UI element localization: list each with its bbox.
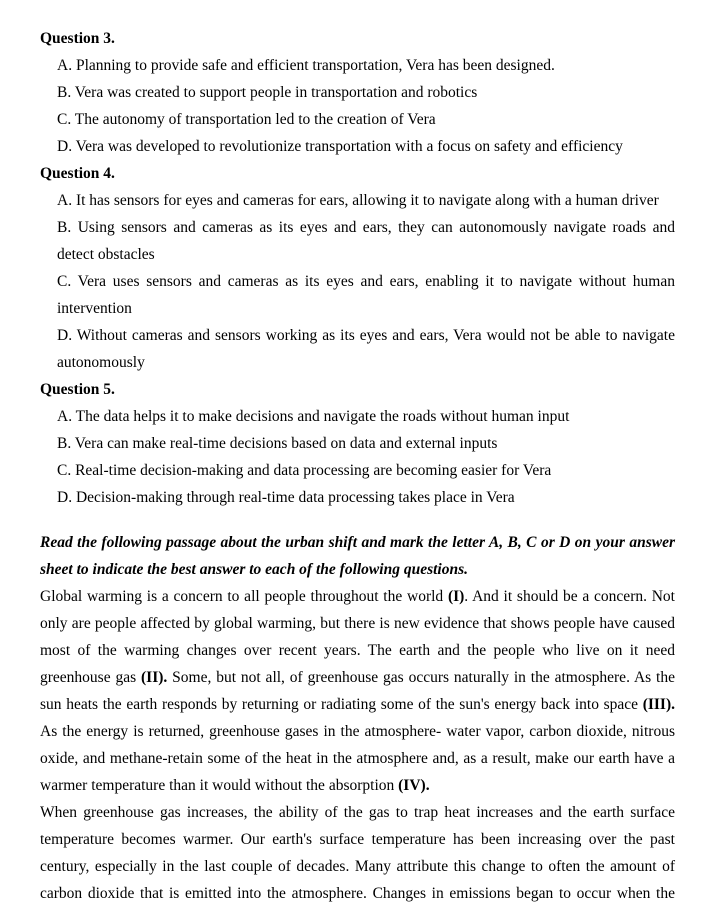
question-block-5 [40, 376, 675, 511]
question-3-option-c: C. The autonomy of transportation led to the creation of Vera [57, 111, 436, 128]
question-5-label: Question 5. [40, 381, 115, 398]
paragraph-1-text-4: As the energy is returned, greenhouse gases in the atmosphere- water vapor, carbon dioxide, nitrous oxide, and methane-retain some of the heat in the atmosphere and, as a result, make our earth have a warmer temperature than it would without the absorption [40, 723, 675, 794]
question-4-option-d: D. Without cameras and sensors working as its eyes and ears, Vera would not be able to navigate autonomously [57, 327, 675, 371]
question-4-option-b: B. Using sensors and cameras as its eyes and ears, they can autonomously navigate roads and detect obstacles [57, 219, 675, 263]
question-4-option-c: C. Vera uses sensors and cameras as its eyes and ears, enabling it to navigate without human intervention [57, 273, 675, 317]
roman-marker-3: (III). [642, 696, 675, 713]
document-content [40, 25, 675, 907]
roman-marker-4: (IV). [398, 777, 430, 794]
question-3-option-a: A. Planning to provide safe and efficient transportation, Vera has been designed. [57, 57, 555, 74]
question-4-label: Question 4. [40, 165, 115, 182]
question-5-option-b: B. Vera can make real-time decisions based on data and external inputs [57, 435, 498, 452]
passage-paragraph-2: When greenhouse gas increases, the ability of the gas to trap heat increases and the earth surface temperature becomes warmer. Our earth's surface temperature has been increasing over the past century, especially in the last couple of decades. Many attribute this change to often the amount of carbon dioxide that is emitted into the atmosphere. Changes in emissions began to occur when the [40, 804, 675, 902]
passage-instruction: Read the following passage about the urban shift and mark the letter A, B, C or D on your answer sheet to indicate the best answer to each of the following questions. [40, 534, 675, 578]
question-3-option-b: B. Vera was created to support people in transportation and robotics [57, 84, 478, 101]
paragraph-1-text-1: Global warming is a concern to all people throughout the world [40, 588, 448, 605]
paragraph-1-text-2: . And it should be a concern. Not only are people affected by global warming, but there is new evidence that shows people have caused most of the warming changes over recent years. The earth and the people who live on it need greenhouse gas [40, 588, 675, 686]
question-block-3 [40, 25, 675, 160]
roman-marker-2: (II). [141, 669, 168, 686]
question-5-option-d: D. Decision-making through real-time data processing takes place in Vera [57, 489, 515, 506]
question-5-option-a: A. The data helps it to make decisions and navigate the roads without human input [57, 408, 570, 425]
passage-paragraph-1 [40, 583, 675, 799]
question-4-option-a: A. It has sensors for eyes and cameras for ears, allowing it to navigate along with a human driver [57, 192, 659, 209]
question-block-4 [40, 160, 675, 376]
paragraph-1-text-3: Some, but not all, of greenhouse gas occurs naturally in the atmosphere. As the sun heats the earth responds by returning or radiating some of the sun's energy back into space [40, 669, 675, 713]
question-3-label: Question 3. [40, 30, 115, 47]
question-5-option-c: C. Real-time decision-making and data processing are becoming easier for Vera [57, 462, 552, 479]
question-3-option-d: D. Vera was developed to revolutionize transportation with a focus on safety and efficiency [57, 138, 623, 155]
roman-marker-1: (I) [447, 588, 465, 605]
